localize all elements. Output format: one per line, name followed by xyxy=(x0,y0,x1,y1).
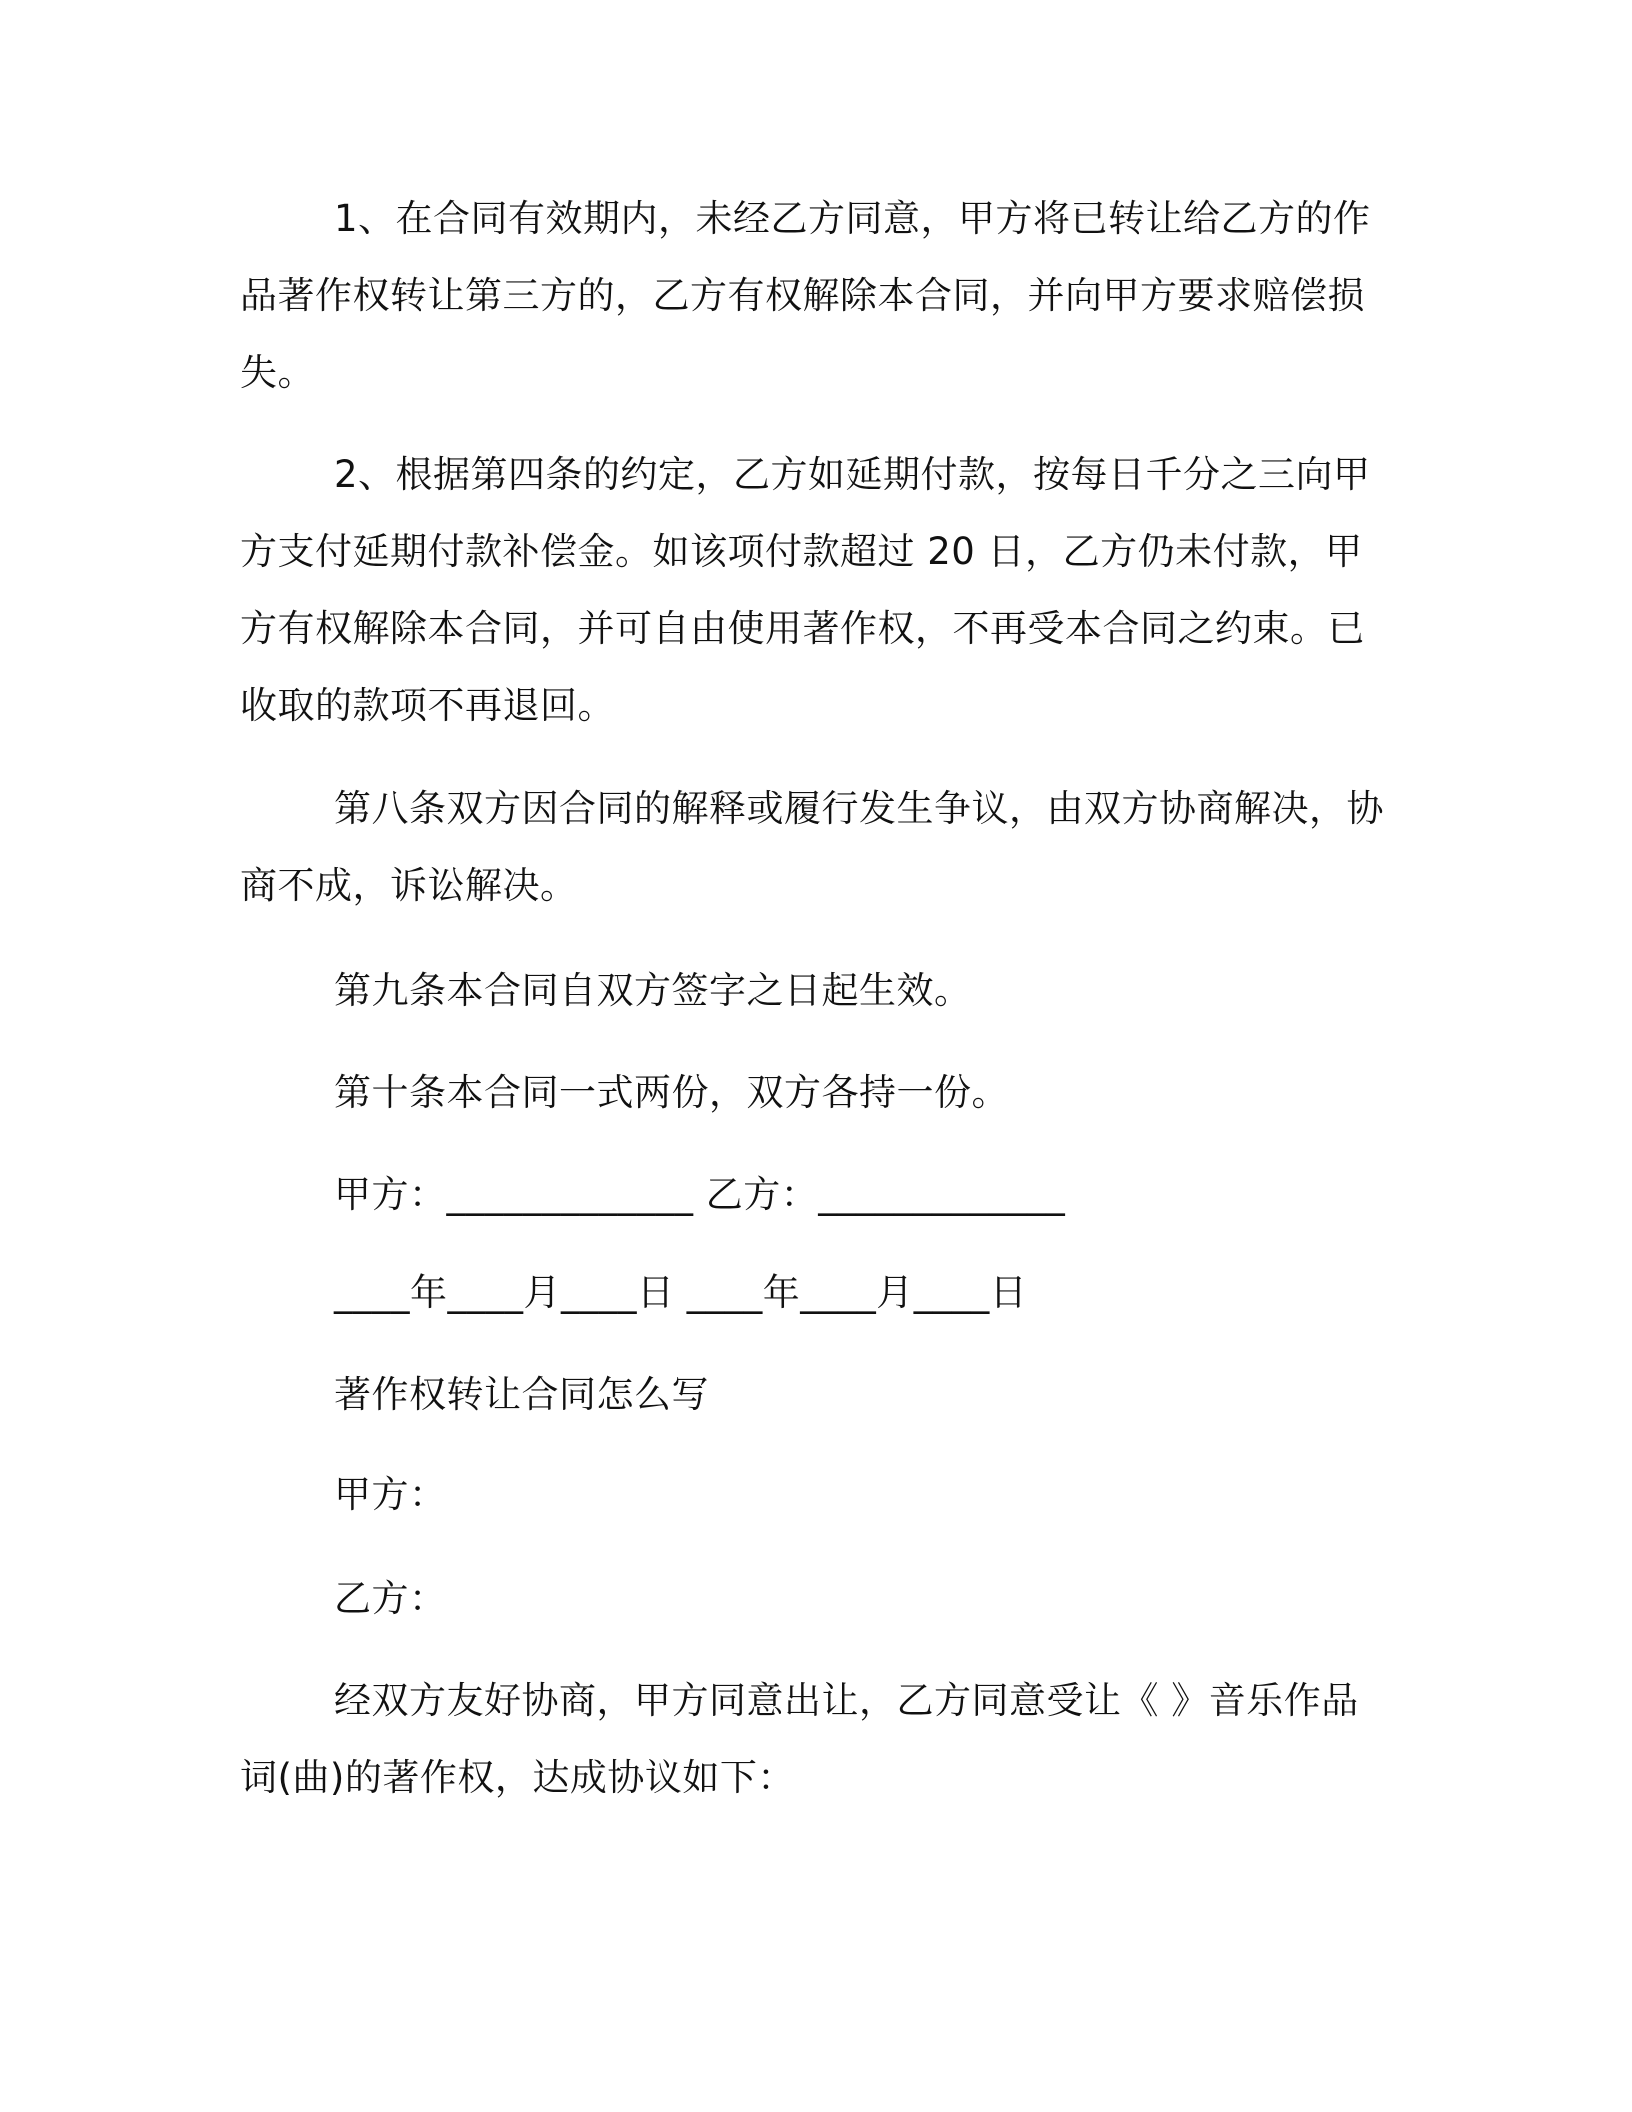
clause-9: 第九条本合同自双方签字之日起生效。 xyxy=(334,969,972,1012)
clause-10: 第十条本合同一式两份，双方各持一份。 xyxy=(334,1071,1009,1114)
clause-7-item-1: 1、在合同有效期内，未经乙方同意，甲方将已转让给乙方的作品著作权转让第三方的，乙方有权解除本合同，并向甲方要求赔偿损失。 xyxy=(240,197,1371,394)
date-line: ____年____月____日 ____年____月____日 xyxy=(334,1271,1028,1314)
section-heading: 著作权转让合同怎么写 xyxy=(334,1373,709,1416)
intro-paragraph: 经双方友好协商，甲方同意出让，乙方同意受让《 》音乐作品词(曲)的著作权，达成协议如下： xyxy=(240,1679,1359,1799)
party-b-label: 乙方： xyxy=(334,1577,447,1620)
clause-7-item-2: 2、根据第四条的约定，乙方如延期付款，按每日千分之三向甲方支付延期付款补偿金。如该项付款超过 20 日，乙方仍未付款，甲方有权解除本合同，并可自由使用著作权，不再受本合同之约束。已收取的款项不再退回。 xyxy=(240,453,1371,727)
party-a-label: 甲方： xyxy=(334,1473,447,1516)
signature-line: 甲方：_____________ 乙方：_____________ xyxy=(334,1173,1066,1216)
clause-8: 第八条双方因合同的解释或履行发生争议，由双方协商解决，协商不成，诉讼解决。 xyxy=(240,787,1384,907)
